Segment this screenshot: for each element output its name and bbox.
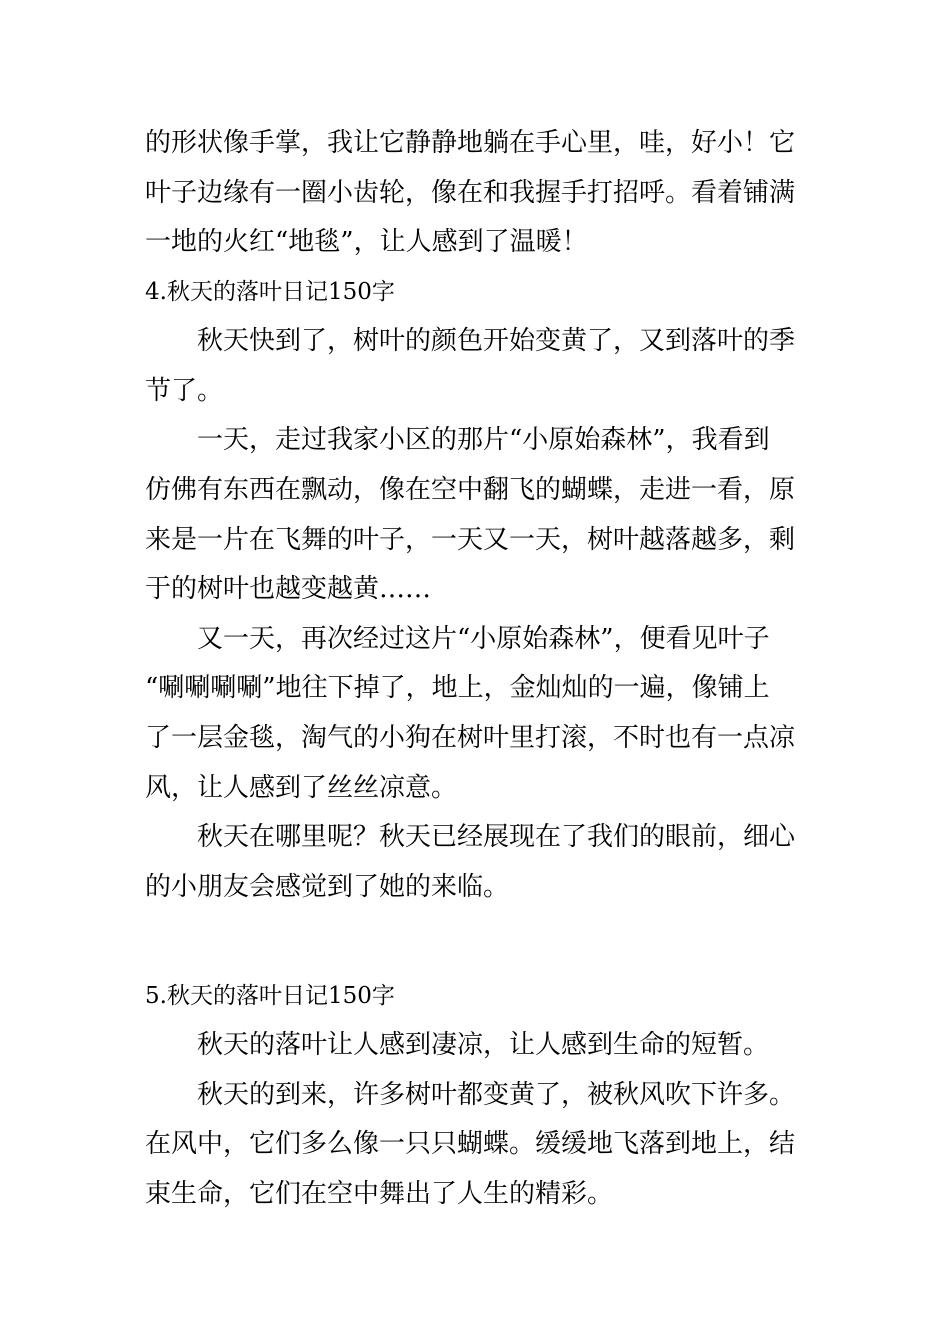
text-line: 束生命，它们在空中舞出了人生的精彩。 <box>145 1179 614 1209</box>
paragraph-first-line: 又一天，再次经过这片“小原始森林”，便看见叶子 <box>197 624 770 654</box>
text-line: 仿佛有东西在飘动，像在空中翻飞的蝴蝶，走进一看，原 <box>145 475 796 505</box>
text-line: 节了。 <box>145 376 224 406</box>
section-heading-4: 4.秋天的落叶日记150字 <box>145 279 395 305</box>
text-line: 的小朋友会感觉到了她的来临。 <box>145 872 510 902</box>
text-line: 一地的火红“地毯”，让人感到了温暖！ <box>145 227 588 257</box>
text-line: 于的树叶也越变越黄…… <box>145 574 432 604</box>
text-line: “唰唰唰唰”地往下掉了，地上，金灿灿的一遍，像铺上 <box>145 673 770 703</box>
text-line: 叶子边缘有一圈小齿轮，像在和我握手打招呼。看着铺满 <box>145 178 796 208</box>
paragraph-first-line: 秋天的到来，许多树叶都变黄了，被秋风吹下许多。 <box>197 1080 796 1110</box>
paragraph-first-line: 秋天的落叶让人感到凄凉，让人感到生命的短暂。 <box>197 1030 770 1060</box>
section-heading-5: 5.秋天的落叶日记150字 <box>145 983 395 1009</box>
paragraph-first-line: 秋天在哪里呢？秋天已经展现在了我们的眼前，细心 <box>197 822 796 852</box>
paragraph-first-line: 秋天快到了，树叶的颜色开始变黄了，又到落叶的季 <box>197 326 796 356</box>
text-line: 风，让人感到了丝丝凉意。 <box>145 773 458 803</box>
text-line: 在风中，它们多么像一只只蝴蝶。缓缓地飞落到地上，结 <box>145 1129 796 1159</box>
text-line: 了一层金毯，淘气的小狗在树叶里打滚，不时也有一点凉 <box>145 723 796 753</box>
text-line: 的形状像手掌，我让它静静地躺在手心里，哇，好小！它 <box>145 128 796 158</box>
paragraph-first-line: 一天，走过我家小区的那片“小原始森林”，我看到 <box>197 425 770 455</box>
text-line: 来是一片在飞舞的叶子，一天又一天，树叶越落越多，剩 <box>145 525 796 555</box>
